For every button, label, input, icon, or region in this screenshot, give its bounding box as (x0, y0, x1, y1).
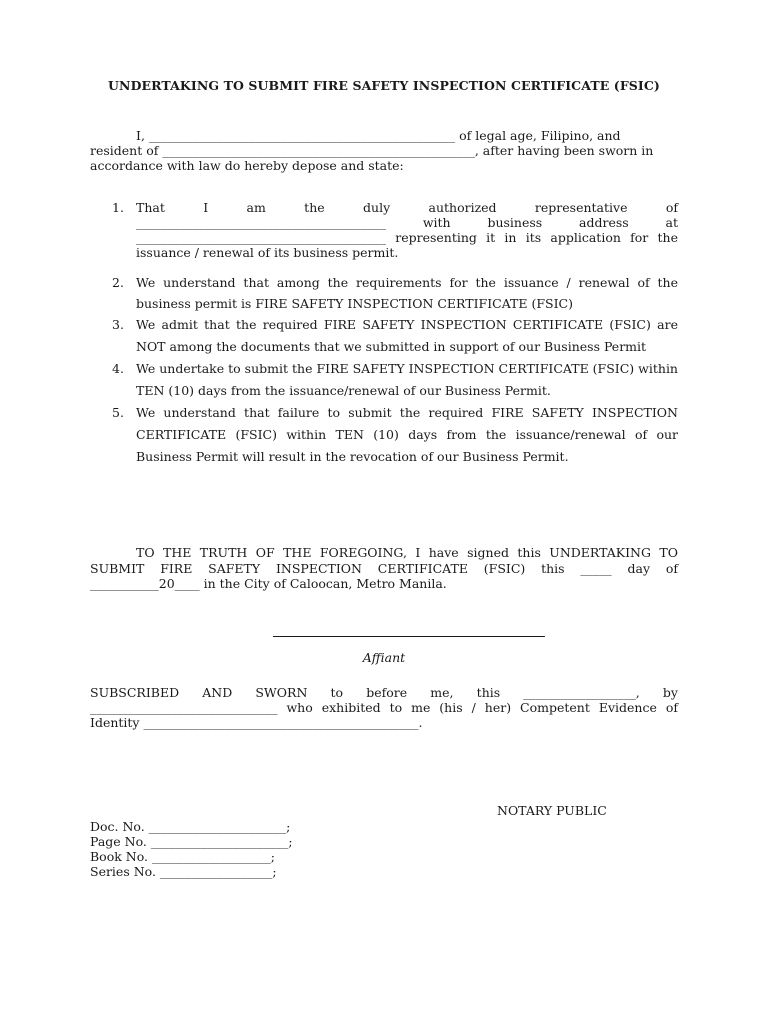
item-number: 3. (112, 317, 124, 332)
book-no-field: Book No. ___________________; (90, 849, 275, 864)
statement-item (90, 272, 678, 314)
subscribed-sworn-paragraph: SUBSCRIBED AND SWORN to before me, this __________________, by ______________________________ who exhibited to me (his / her) Competent Evidence of Identity ____________________________________________. (90, 685, 678, 730)
item-number: 5. (112, 405, 124, 420)
statement-list (90, 200, 678, 468)
item-number: 2. (112, 275, 124, 290)
intro-line-2: resident of __________________________________________________, after having been sworn in (90, 143, 654, 158)
notary-public-label: NOTARY PUBLIC (497, 803, 607, 818)
statement-item (90, 402, 678, 468)
statement-item (90, 200, 678, 260)
notarial-register-fields (90, 819, 293, 879)
item-text: We admit that the required FIRE SAFETY INSPECTION CERTIFICATE (FSIC) are NOT among the documents that we submitted in support of our Business Permit (136, 317, 678, 354)
item-number: 1. (112, 200, 124, 215)
item-text: We understand that failure to submit the required FIRE SAFETY INSPECTION CERTIFICATE (FSIC) within TEN (10) days from the issuance/renewal of our Business Permit will result in the revocation of our Business Permit. (136, 405, 678, 464)
closing-text: TO THE TRUTH OF THE FOREGOING, I have signed this UNDERTAKING TO SUBMIT FIRE SAFETY INSPECTION CERTIFICATE (FSIC) this _____ day of ___________20____ in the City of Caloocan, Metro Manila. (90, 545, 678, 591)
affiant-signature-line (273, 636, 545, 637)
intro-line-3: accordance with law do hereby depose and state: (90, 158, 404, 173)
page-no-field: Page No. ______________________; (90, 834, 293, 849)
statement-item (90, 358, 678, 402)
doc-no-field: Doc. No. ______________________; (90, 819, 291, 834)
statement-item (90, 314, 678, 358)
item-text: We understand that among the requirements for the issuance / renewal of the business permit is FIRE SAFETY INSPECTION CERTIFICATE (FSIC) (136, 275, 678, 311)
item-text: That I am the duly authorized representative of ________________________________________ with business address at ________________________________________ representing it in its application for the issuance / renewal of its business permit. (136, 200, 678, 260)
affiant-label: Affiant (362, 650, 406, 665)
intro-line-1: I, _________________________________________________ of legal age, Filipino, and (136, 128, 621, 143)
closing-paragraph (90, 545, 678, 592)
series-no-field: Series No. __________________; (90, 864, 277, 879)
item-text: We undertake to submit the FIRE SAFETY INSPECTION CERTIFICATE (FSIC) within TEN (10) days from the issuance/renewal of our Business Permit. (136, 361, 678, 398)
intro-paragraph (90, 128, 678, 173)
document-title: UNDERTAKING TO SUBMIT FIRE SAFETY INSPECTION CERTIFICATE (FSIC) (108, 78, 660, 93)
item-number: 4. (112, 361, 124, 376)
